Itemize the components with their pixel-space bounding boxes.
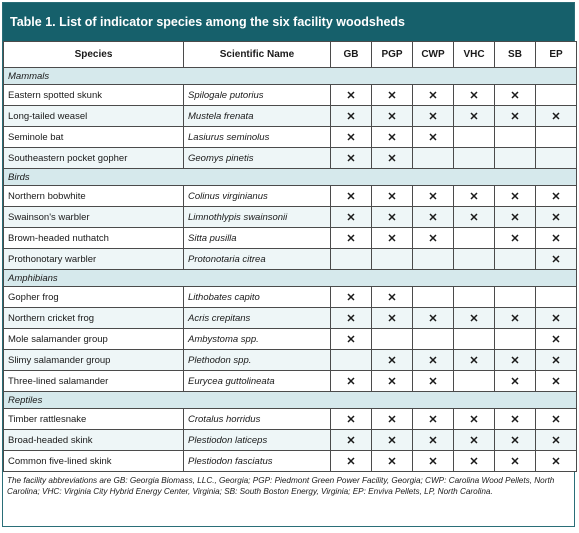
scientific-name-cell: Geomys pinetis <box>184 148 331 169</box>
present-mark-icon: ✕ <box>413 228 454 249</box>
present-mark-icon: ✕ <box>536 207 577 228</box>
present-mark-icon: ✕ <box>495 228 536 249</box>
group-label: Reptiles <box>4 392 577 409</box>
present-mark-icon: ✕ <box>372 186 413 207</box>
present-mark-icon: ✕ <box>331 207 372 228</box>
present-mark-icon: ✕ <box>413 371 454 392</box>
table-row <box>4 85 577 106</box>
species-cell: Eastern spotted skunk <box>4 85 184 106</box>
group-label: Amphibians <box>4 270 577 287</box>
present-mark-icon: ✕ <box>372 85 413 106</box>
empty-cell <box>413 287 454 308</box>
present-mark-icon: ✕ <box>372 106 413 127</box>
header-vhc: VHC <box>454 42 495 68</box>
species-cell: Seminole bat <box>4 127 184 148</box>
header-ep: EP <box>536 42 577 68</box>
present-mark-icon: ✕ <box>454 85 495 106</box>
species-cell: Slimy salamander group <box>4 350 184 371</box>
table-row <box>4 409 577 430</box>
empty-cell <box>372 249 413 270</box>
present-mark-icon: ✕ <box>413 106 454 127</box>
present-mark-icon: ✕ <box>372 451 413 472</box>
empty-cell <box>454 249 495 270</box>
present-mark-icon: ✕ <box>372 350 413 371</box>
present-mark-icon: ✕ <box>536 371 577 392</box>
empty-cell <box>454 228 495 249</box>
present-mark-icon: ✕ <box>372 127 413 148</box>
scientific-name-cell: Acris crepitans <box>184 308 331 329</box>
group-row <box>4 68 577 85</box>
table-row <box>4 451 577 472</box>
present-mark-icon: ✕ <box>536 350 577 371</box>
group-row <box>4 392 577 409</box>
present-mark-icon: ✕ <box>372 148 413 169</box>
empty-cell <box>454 329 495 350</box>
empty-cell <box>495 329 536 350</box>
present-mark-icon: ✕ <box>495 85 536 106</box>
present-mark-icon: ✕ <box>536 329 577 350</box>
species-cell: Timber rattlesnake <box>4 409 184 430</box>
scientific-name-cell: Spilogale putorius <box>184 85 331 106</box>
group-row <box>4 169 577 186</box>
present-mark-icon: ✕ <box>331 329 372 350</box>
scientific-name-cell: Plestiodon laticeps <box>184 430 331 451</box>
present-mark-icon: ✕ <box>536 451 577 472</box>
table-card <box>2 2 575 527</box>
present-mark-icon: ✕ <box>331 430 372 451</box>
empty-cell <box>536 127 577 148</box>
species-cell: Northern cricket frog <box>4 308 184 329</box>
table-row <box>4 287 577 308</box>
present-mark-icon: ✕ <box>495 409 536 430</box>
present-mark-icon: ✕ <box>495 350 536 371</box>
present-mark-icon: ✕ <box>454 430 495 451</box>
header-gb: GB <box>331 42 372 68</box>
empty-cell <box>454 127 495 148</box>
present-mark-icon: ✕ <box>536 430 577 451</box>
present-mark-icon: ✕ <box>536 409 577 430</box>
empty-cell <box>413 329 454 350</box>
scientific-name-cell: Colinus virginianus <box>184 186 331 207</box>
empty-cell <box>372 329 413 350</box>
species-cell: Long-tailed weasel <box>4 106 184 127</box>
present-mark-icon: ✕ <box>331 186 372 207</box>
present-mark-icon: ✕ <box>331 371 372 392</box>
table-body <box>4 68 577 472</box>
present-mark-icon: ✕ <box>495 451 536 472</box>
present-mark-icon: ✕ <box>331 451 372 472</box>
empty-cell <box>536 287 577 308</box>
present-mark-icon: ✕ <box>495 106 536 127</box>
present-mark-icon: ✕ <box>413 308 454 329</box>
present-mark-icon: ✕ <box>454 308 495 329</box>
species-cell: Broad-headed skink <box>4 430 184 451</box>
scientific-name-cell: Eurycea guttolineata <box>184 371 331 392</box>
empty-cell <box>331 249 372 270</box>
present-mark-icon: ✕ <box>536 106 577 127</box>
table-row <box>4 186 577 207</box>
table-title: Table 1. List of indicator species among the six facility woodsheds <box>3 3 574 41</box>
present-mark-icon: ✕ <box>372 207 413 228</box>
empty-cell <box>495 148 536 169</box>
scientific-name-cell: Limnothlypis swainsonii <box>184 207 331 228</box>
present-mark-icon: ✕ <box>454 409 495 430</box>
header-row <box>4 42 577 68</box>
empty-cell <box>495 249 536 270</box>
empty-cell <box>536 85 577 106</box>
scientific-name-cell: Plestiodon fasciatus <box>184 451 331 472</box>
species-cell: Southeastern pocket gopher <box>4 148 184 169</box>
present-mark-icon: ✕ <box>495 430 536 451</box>
present-mark-icon: ✕ <box>454 207 495 228</box>
species-cell: Prothonotary warbler <box>4 249 184 270</box>
present-mark-icon: ✕ <box>536 228 577 249</box>
table-row <box>4 148 577 169</box>
species-table <box>3 41 577 472</box>
present-mark-icon: ✕ <box>372 371 413 392</box>
species-cell: Swainson's warbler <box>4 207 184 228</box>
empty-cell <box>413 148 454 169</box>
table-row <box>4 371 577 392</box>
scientific-name-cell: Mustela frenata <box>184 106 331 127</box>
species-cell: Three-lined salamander <box>4 371 184 392</box>
table-row <box>4 350 577 371</box>
present-mark-icon: ✕ <box>495 186 536 207</box>
group-label: Birds <box>4 169 577 186</box>
present-mark-icon: ✕ <box>495 371 536 392</box>
species-cell: Common five-lined skink <box>4 451 184 472</box>
empty-cell <box>454 371 495 392</box>
header-cwp: CWP <box>413 42 454 68</box>
species-cell: Brown-headed nuthatch <box>4 228 184 249</box>
scientific-name-cell: Crotalus horridus <box>184 409 331 430</box>
present-mark-icon: ✕ <box>454 451 495 472</box>
scientific-name-cell: Lasiurus seminolus <box>184 127 331 148</box>
header-pgp: PGP <box>372 42 413 68</box>
present-mark-icon: ✕ <box>372 308 413 329</box>
present-mark-icon: ✕ <box>372 430 413 451</box>
table-row <box>4 329 577 350</box>
table-row <box>4 228 577 249</box>
present-mark-icon: ✕ <box>454 350 495 371</box>
present-mark-icon: ✕ <box>331 287 372 308</box>
table-row <box>4 127 577 148</box>
present-mark-icon: ✕ <box>331 85 372 106</box>
present-mark-icon: ✕ <box>413 430 454 451</box>
present-mark-icon: ✕ <box>495 207 536 228</box>
empty-cell <box>495 287 536 308</box>
present-mark-icon: ✕ <box>413 85 454 106</box>
scientific-name-cell: Lithobates capito <box>184 287 331 308</box>
header-sb: SB <box>495 42 536 68</box>
species-cell: Gopher frog <box>4 287 184 308</box>
scientific-name-cell: Protonotaria citrea <box>184 249 331 270</box>
present-mark-icon: ✕ <box>372 228 413 249</box>
present-mark-icon: ✕ <box>454 186 495 207</box>
empty-cell <box>413 249 454 270</box>
present-mark-icon: ✕ <box>413 409 454 430</box>
present-mark-icon: ✕ <box>372 409 413 430</box>
present-mark-icon: ✕ <box>454 106 495 127</box>
present-mark-icon: ✕ <box>536 186 577 207</box>
table-footnote: The facility abbreviations are GB: Georgia Biomass, LLC., Georgia; PGP: Piedmont Green Power Facility, Georgia; CWP: Carolina Wood Pellets, North Carolina; VHC: Virginia City Hybrid Energy Center, Virginia; SB: South Boston Energy, Virginia; EP: Enviva Pellets, LP, North Carolina. <box>7 476 555 496</box>
empty-cell <box>454 148 495 169</box>
present-mark-icon: ✕ <box>495 308 536 329</box>
present-mark-icon: ✕ <box>331 228 372 249</box>
header-species: Species <box>4 42 184 68</box>
table-row <box>4 207 577 228</box>
present-mark-icon: ✕ <box>413 127 454 148</box>
empty-cell <box>454 287 495 308</box>
present-mark-icon: ✕ <box>413 186 454 207</box>
species-cell: Northern bobwhite <box>4 186 184 207</box>
present-mark-icon: ✕ <box>536 308 577 329</box>
scientific-name-cell: Plethodon spp. <box>184 350 331 371</box>
present-mark-icon: ✕ <box>331 127 372 148</box>
present-mark-icon: ✕ <box>331 148 372 169</box>
table-row <box>4 106 577 127</box>
present-mark-icon: ✕ <box>413 451 454 472</box>
present-mark-icon: ✕ <box>331 106 372 127</box>
species-cell: Mole salamander group <box>4 329 184 350</box>
group-label: Mammals <box>4 68 577 85</box>
present-mark-icon: ✕ <box>331 308 372 329</box>
header-scientific-name: Scientific Name <box>184 42 331 68</box>
table-row <box>4 430 577 451</box>
present-mark-icon: ✕ <box>413 207 454 228</box>
table-row <box>4 308 577 329</box>
present-mark-icon: ✕ <box>331 409 372 430</box>
empty-cell <box>536 148 577 169</box>
present-mark-icon: ✕ <box>372 287 413 308</box>
empty-cell <box>331 350 372 371</box>
present-mark-icon: ✕ <box>413 350 454 371</box>
present-mark-icon: ✕ <box>536 249 577 270</box>
scientific-name-cell: Sitta pusilla <box>184 228 331 249</box>
empty-cell <box>495 127 536 148</box>
scientific-name-cell: Ambystoma spp. <box>184 329 331 350</box>
group-row <box>4 270 577 287</box>
table-row <box>4 249 577 270</box>
